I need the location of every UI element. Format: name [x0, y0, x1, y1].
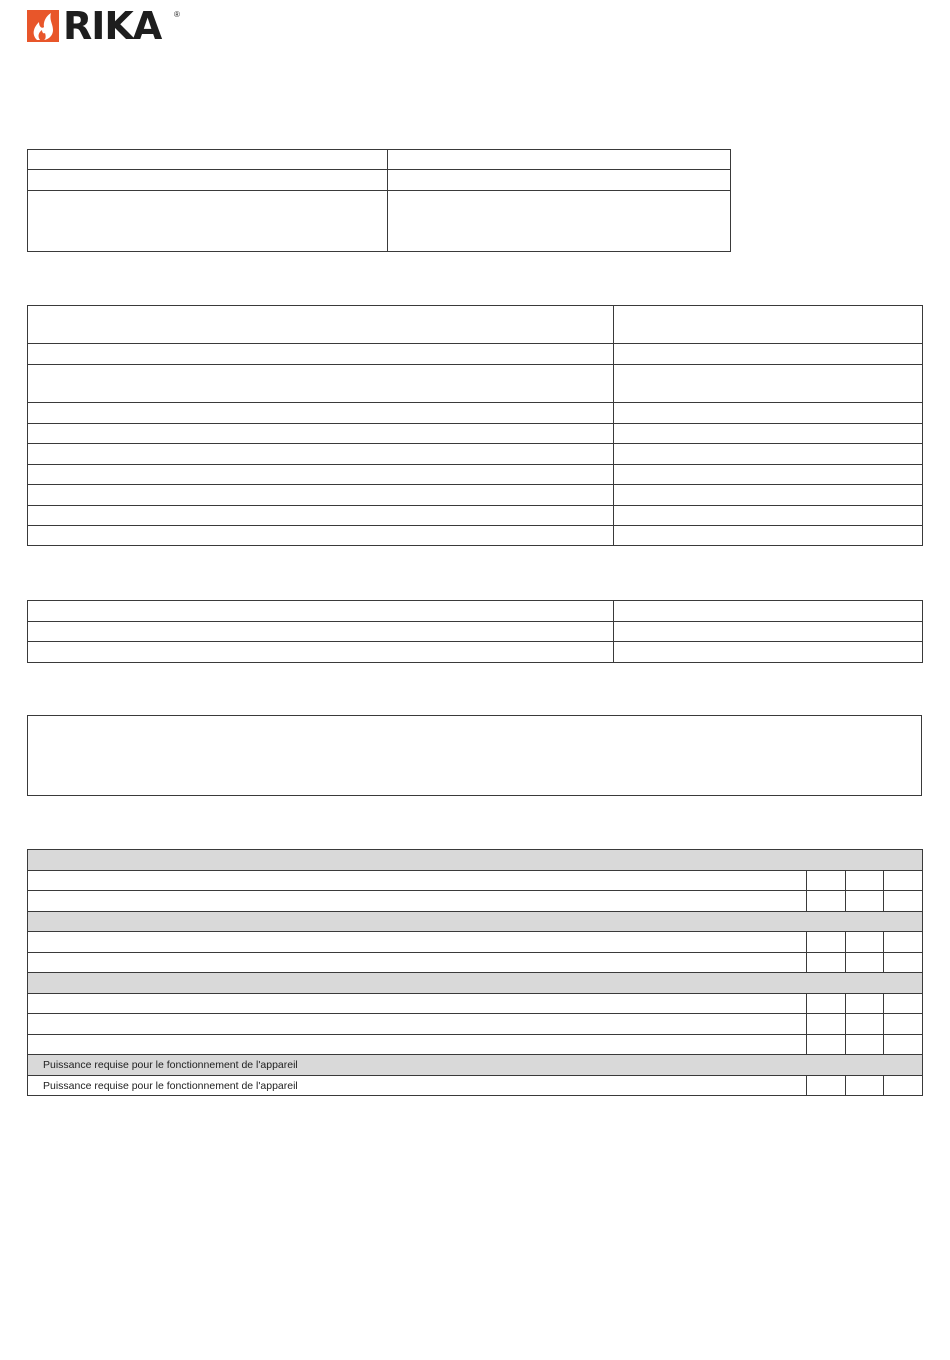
- table-row: [28, 642, 923, 663]
- table-row: [28, 306, 923, 344]
- table-dimensions: [27, 600, 923, 663]
- section-header-power: [28, 1055, 923, 1076]
- table-row: [28, 403, 923, 424]
- section-header: [28, 850, 923, 871]
- registered-mark: ®: [174, 10, 180, 19]
- table-row: [28, 424, 923, 444]
- table-row: [28, 526, 923, 546]
- table-row: [28, 622, 923, 642]
- table-row: [28, 465, 923, 485]
- brand-name: RIKA: [63, 4, 162, 48]
- section-label: Puissance requise pour le fonctionnement de l'appareil: [28, 1055, 923, 1076]
- table-row: [28, 871, 923, 891]
- table-row: [28, 506, 923, 526]
- flame-icon: [27, 10, 59, 42]
- table-row: [28, 444, 923, 465]
- row-label: Puissance requise pour le fonctionnement de l'appareil: [28, 1076, 807, 1096]
- table-row: [28, 485, 923, 506]
- notes-box: [27, 715, 922, 796]
- table-row: [28, 150, 731, 170]
- table-row: [28, 932, 923, 953]
- rika-logo: [27, 4, 187, 48]
- table-row-power: [28, 1076, 923, 1096]
- table-row: [28, 170, 731, 191]
- table-row: [28, 344, 923, 365]
- table-row: [28, 1014, 923, 1035]
- table-row: [28, 891, 923, 912]
- table-row: [28, 994, 923, 1014]
- table-identification: [27, 149, 731, 252]
- table-power: [27, 849, 923, 1096]
- table-characteristics: [27, 305, 923, 546]
- table-row: [28, 953, 923, 973]
- table-row: [28, 601, 923, 622]
- section-header: [28, 973, 923, 994]
- table-row: [28, 365, 923, 403]
- section-header: [28, 912, 923, 932]
- table-row: [28, 191, 731, 252]
- table-row: [28, 1035, 923, 1055]
